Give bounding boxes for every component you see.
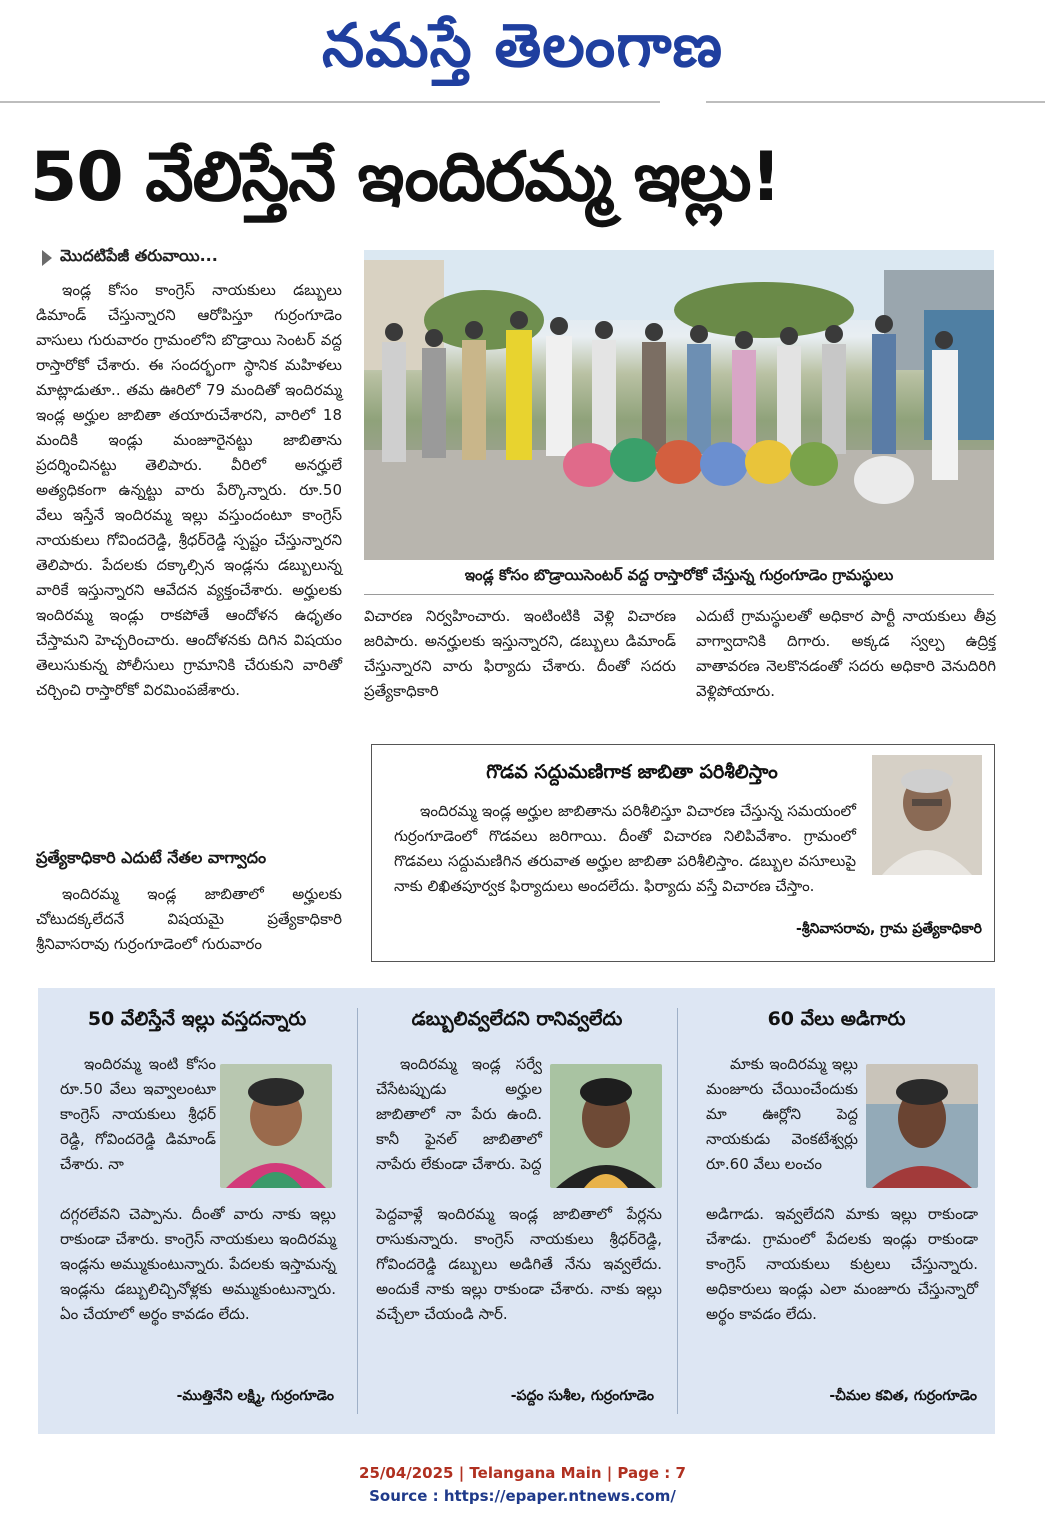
testimonial-signature-1: -ముత్తినేని లక్ష్మి, గుర్రంగూడెం — [176, 1388, 334, 1404]
right-column: ఎదుటే గ్రామస్థులతో అధికార పార్టీ నాయకులు తీవ్ర వాగ్వాదానికి దిగారు. అక్కడ స్వల్ప ఉద్రిక్త వాతావరణ నెలకొనడంతో సదరు అధికారి వెనుదిరిగి వెళ్లిపోయారు. — [696, 607, 996, 700]
protest-photo — [364, 250, 994, 560]
caption-rule — [364, 594, 994, 595]
testimonial-title-1: 50 వేలిస్తేనే ఇల్లు వస్తదన్నారు — [87, 1008, 307, 1030]
testimonial-portrait-2 — [550, 1064, 662, 1188]
left-paragraph-2: ఇందిరమ్మ ఇండ్ల జాబితాలో అర్హులకు చోటుదక్కలేదనే విషయమై ప్రత్యేకాధికారి శ్రీనివాసరావు గుర్రంగూడెంలో గురువారం — [36, 885, 342, 953]
testimonial-column-3 — [678, 988, 995, 1434]
continuation-label — [42, 246, 218, 269]
chevron-right-icon — [42, 250, 52, 266]
testimonial-text-side-3: మాకు ఇందిరమ్మ ఇల్లు మంజూరు చేయించేందుకు మా ఊర్లోని పెద్ద నాయకుడు వెంకటేశ్వర్లు రూ.60 వేలు లంచం — [706, 1055, 858, 1173]
testimonial-column-2 — [358, 988, 676, 1434]
official-quote-box — [371, 744, 995, 962]
left-paragraph: ఇండ్ల కోసం కాంగ్రెస్ నాయకులు డబ్బులు డిమాండ్ చేస్తున్నారని ఆరోపిస్తూ గుర్రంగూడెం వాసులు గురువారం గ్రామంలోని బొడ్రాయి సెంటర్ వద్ద రాస్తారోకో చేశారు. ఈ సందర్భంగా స్థానిక మహిళలు మాట్లాడుతూ.. తమ ఊరిలో 79 మందితో ఇందిరమ్మ ఇండ్ల అర్హుల జాబితా తయారుచేశారని, వారిలో 18 మందికి ఇండ్లు మంజూరైనట్టు జాబితాను ప్రదర్శించినట్టు తెలిపారు. వీరిలో అనర్హులే అత్యధికంగా ఉన్నట్టు వారు పేర్కొన్నారు. రూ.50 వేలు ఇస్తేనే ఇందిరమ్మ ఇల్లు వస్తుందంటూ కాంగ్రెస్ నాయకులు గోవిందరెడ్డి, శ్రీధర్‌రెడ్డి స్పష్టం చేస్తున్నారని తెలిపారు. పేదలకు దక్కాల్సిన ఇండ్లను డబ్బులున్న వారికే ఇస్తున్నారని ఆవేదన వ్యక్తంచేశారు. అర్హులకు ఇందిరమ్మ ఇండ్లు రాకపోతే ఆందోళన ఉధృతం చేస్తామని హెచ్చరించారు. ఆందోళనకు దిగిన విషయం తెలుసుకున్న పోలీసులు గ్రామానికి చేరుకుని వారితో చర్చించి రాస్తారోకో విరమింపజేశారు. — [36, 281, 342, 699]
official-signature: -శ్రీనివాసరావు, గ్రామ ప్రత్యేకాధికారి — [795, 921, 982, 937]
testimonial-title-3: 60 వేలు అడిగారు — [767, 1008, 906, 1030]
testimonial-portrait-3 — [866, 1064, 978, 1188]
newspaper-logo: నమస్తే తెలంగాణ — [321, 11, 724, 81]
headline: 50 వేలిస్తేనే ఇందిరమ్మ ఇల్లు! — [30, 138, 781, 217]
left-column — [36, 278, 342, 703]
masthead — [0, 0, 1045, 100]
continuation-text: మొదటిపేజీ తరువాయి... — [60, 246, 218, 265]
footer-edition-info: 25/04/2025 | Telangana Main | Page : 7 — [359, 1464, 686, 1482]
masthead-rule-right — [706, 101, 1045, 103]
testimonial-text-full-1: దగ్గరలేవని చెప్పాను. దీంతో వారు నాకు ఇల్లు రాకుండా చేశారు. కాంగ్రెస్ నాయకులు ఇందిరమ్మ ఇండ్లను అమ్ముకుంటున్నారు. పేదలకు ఇస్తామన్న ఇండ్లను డబ్బులిచ్చినోళ్లకు అమ్ముకుంటున్నారు. ఏం చేయాలో అర్థం కావడం లేదు. — [60, 1205, 336, 1323]
left-column-2 — [36, 882, 342, 957]
footer-source-link[interactable]: Source : https://epaper.ntnews.com/ — [369, 1487, 676, 1505]
mid-column: విచారణ నిర్వహించారు. ఇంటింటికి వెళ్లి విచారణ జరిపారు. అనర్హులకు ఇస్తున్నారని, డబ్బులు డిమాండ్ చేస్తున్నారని వారు ఫిర్యాదు చేశారు. దీంతో సదరు ప్రత్యేకాధికారి — [364, 607, 676, 700]
left-subhead: ప్రత్యేకాధికారి ఎదుటే నేతల వాగ్వాదం — [36, 848, 267, 867]
official-quote-title: గొడవ సద్దుమణిగాక జాబితా పరిశీలిస్తాం — [486, 761, 778, 783]
testimonial-text-side-1: ఇందిరమ్మ ఇంటి కోసం రూ.50 వేలు ఇవ్వాలంటూ కాంగ్రెస్ నాయకులు శ్రీధర్ రెడ్డి, గోవిందరెడ్డి డిమాండ్ చేశారు. నా — [60, 1055, 216, 1173]
official-portrait — [872, 755, 982, 875]
testimonial-portrait-1 — [220, 1064, 332, 1188]
masthead-rule-left — [0, 101, 660, 103]
photo-caption: ఇండ్ల కోసం బొడ్రాయిసెంటర్ వద్ద రాస్తారోకో చేస్తున్న గుర్రంగూడెం గ్రామస్థులు — [464, 566, 894, 584]
official-quote-text: ఇందిరమ్మ ఇండ్ల అర్హుల జాబితాను పరిశీలిస్తూ విచారణ చేస్తున్న సమయంలో గుర్రంగూడెంలో గొడవలు జరిగాయి. దీంతో విచారణ నిలిపివేశాం. గ్రామంలో గొడవలు సద్దుమణిగిన తరువాత అర్హుల జాబితా పరిశీలిస్తాం. డబ్బుల వసూలుపై నాకు లిఖితపూర్వక ఫిర్యాదులు అందలేదు. ఫిర్యాదు వస్తే విచారణ చేస్తాం. — [394, 802, 856, 895]
official-quote-body — [394, 799, 856, 899]
testimonial-text-side-2: ఇందిరమ్మ ఇండ్ల సర్వే చేసేటప్పుడు అర్హుల జాబితాలో నా పేరు ఉంది. కానీ ఫైనల్ జాబితాలో నాపేరు లేకుండా చేశారు. పెద్ద — [376, 1055, 542, 1173]
testimonial-text-full-2: పెద్దవాళ్లే ఇందిరమ్మ ఇండ్ల జాబితాలో పేర్లను రాసుకున్నారు. కాంగ్రెస్ నాయకులు శ్రీధర్‌రెడ్డి, గోవిందరెడ్డి డబ్బులు అడిగితే నేను ఇవ్వలేదు. అందుకే నాకు ఇల్లు రాకుండా చేశారు. నాకు ఇల్లు వచ్చేలా చేయండి సార్. — [376, 1205, 662, 1323]
testimonial-text-full-3: అడిగాడు. ఇవ్వలేదని మాకు ఇల్లు రాకుండా చేశాడు. గ్రామంలో పేదలకు ఇండ్లు రాకుండా కాంగ్రెస్ నాయకులు కుట్రలు చేస్తున్నారు. అధికారులు ఇండ్లు ఎలా మంజూరు చేస్తున్నారో అర్థం కావడం లేదు. — [706, 1205, 978, 1323]
page-footer — [0, 1462, 1045, 1508]
testimonial-signature-2: -పద్దం సుశీల, గుర్రంగూడెం — [510, 1388, 654, 1404]
testimonial-title-2: డబ్బులివ్వలేదని రానివ్వలేదు — [411, 1008, 623, 1030]
testimonial-column-1 — [38, 988, 356, 1434]
testimonials-panel — [38, 988, 995, 1434]
testimonial-signature-3: -చీమల కవిత, గుర్రంగూడెం — [829, 1388, 977, 1404]
